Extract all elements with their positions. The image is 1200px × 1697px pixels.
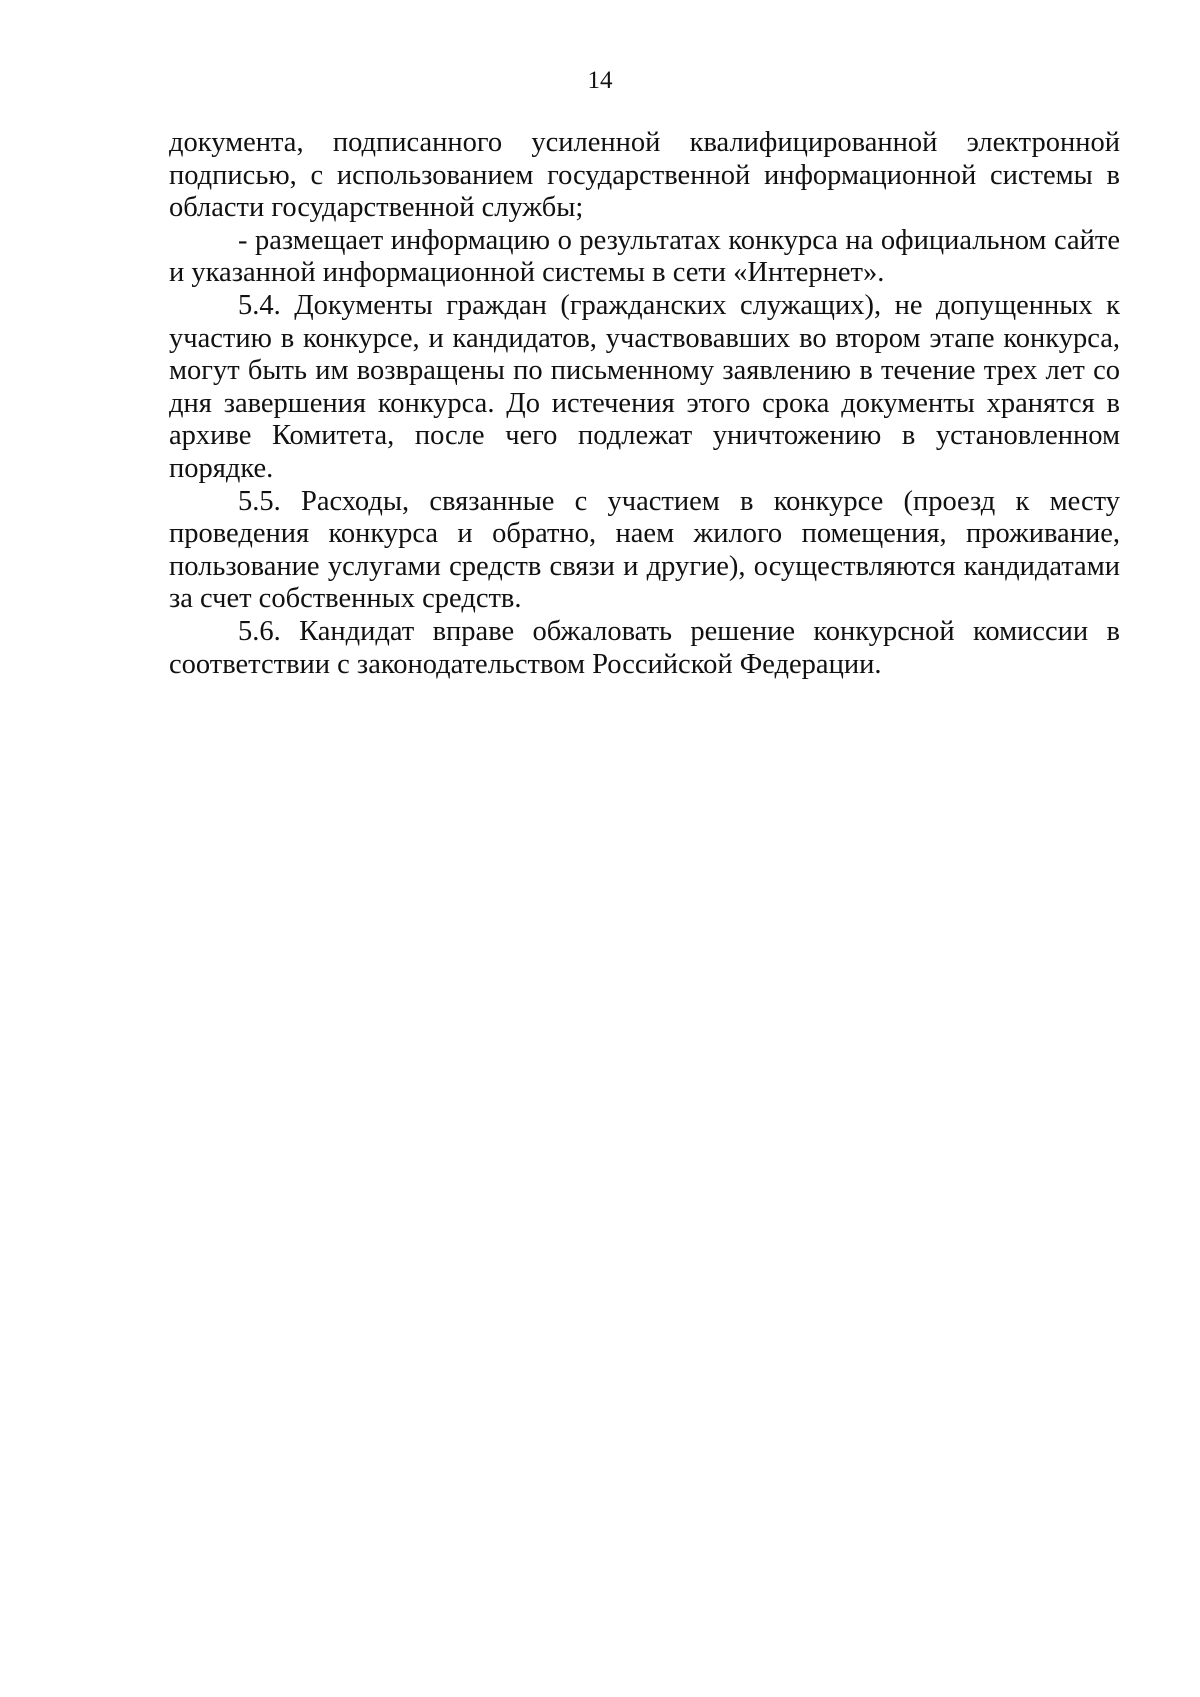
page-number: 14 [587, 67, 613, 94]
document-body [169, 127, 1120, 681]
paragraph-clause-5-4: 5.4. Документы граждан (гражданских служащих), не допущенных к участию в конкурсе, и кандидатов, участвовавших во втором этапе конкурса, могут быть им возвращены по письменному заявлению в течение трех лет со дня завершения конкурса. До истечения этого срока документы хранятся в архиве Комитета, после чего подлежат уничтожению в установленном порядке. [169, 289, 1120, 484]
paragraph-clause-5-6: 5.6. Кандидат вправе обжаловать решение конкурсной комиссии в соответствии с законодательством Российской Федерации. [169, 615, 1120, 680]
paragraph-publication-bullet: - размещает информацию о результатах конкурса на официальном сайте и указанной информационной системы в сети «Интернет». [169, 224, 1120, 289]
paragraph-continuation: документа, подписанного усиленной квалифицированной электронной подписью, с использованием государственной информационной системы в области государственной службы; [169, 127, 1120, 224]
paragraph-clause-5-5: 5.5. Расходы, связанные с участием в конкурсе (проезд к месту проведения конкурса и обратно, наем жилого помещения, проживание, пользование услугами средств связи и другие), осуществляются кандидатами за счет собственных средств. [169, 485, 1120, 615]
